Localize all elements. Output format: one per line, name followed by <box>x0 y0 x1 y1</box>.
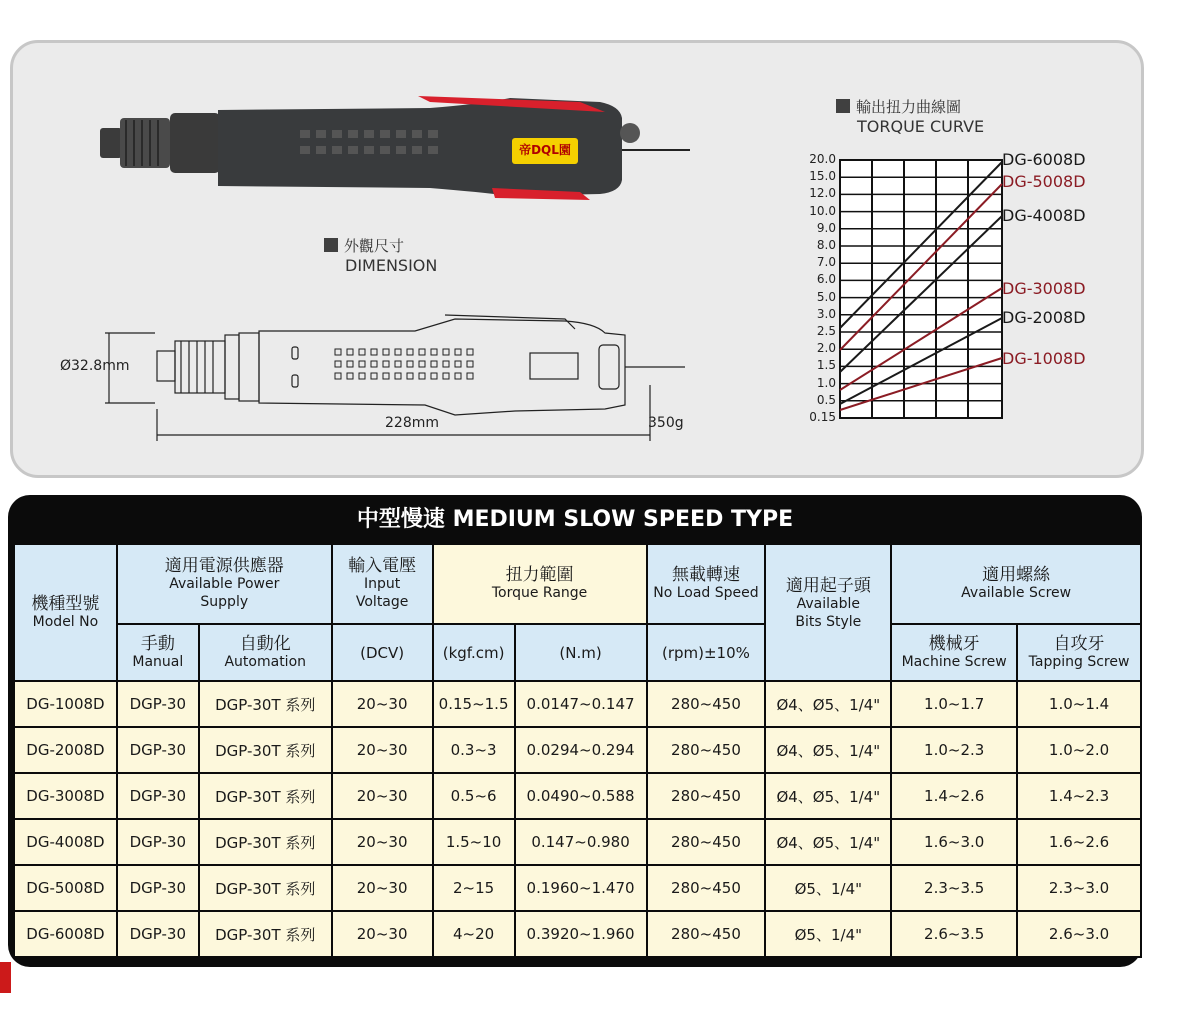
header-machine-screw: 機械牙 Machine Screw <box>891 624 1017 681</box>
cell-machine: 2.3~3.5 <box>891 865 1017 911</box>
table-row <box>14 911 1141 957</box>
diameter-label: Ø32.8mm <box>60 358 130 374</box>
header-automation: 自動化 Automation <box>199 624 332 681</box>
torque-curve-title-zh: 輸出扭力曲線圖 <box>856 98 962 116</box>
y-tick-label: 15.0 <box>809 169 836 184</box>
cell-kgf: 0.15~1.5 <box>433 681 515 727</box>
cell-voltage: 20~30 <box>332 681 433 727</box>
cell-nm: 0.3920~1.960 <box>515 911 647 957</box>
cell-tapping: 1.6~2.6 <box>1017 819 1141 865</box>
y-tick-label: 2.0 <box>816 341 836 356</box>
cell-machine: 2.6~3.5 <box>891 911 1017 957</box>
header-screw: 適用螺絲 Available Screw <box>891 544 1141 624</box>
cell-kgf: 0.5~6 <box>433 773 515 819</box>
cell-manual: DGP-30 <box>117 773 199 819</box>
cell-manual: DGP-30 <box>117 727 199 773</box>
y-tick-label: 8.0 <box>816 238 836 252</box>
cell-rpm: 280~450 <box>647 727 766 773</box>
y-tick-label: 0.15 <box>809 410 836 424</box>
header-rpm-unit: (rpm)±10% <box>647 624 766 681</box>
y-tick-label: 1.5 <box>816 358 836 373</box>
cell-tapping: 1.0~1.4 <box>1017 681 1141 727</box>
dimension-title-en: DIMENSION <box>345 256 438 275</box>
torque-curve-title-en: TORQUE CURVE <box>857 117 985 136</box>
cell-auto: DGP-30T 系列 <box>199 773 332 819</box>
cell-model: DG-2008D <box>14 727 117 773</box>
y-tick-label: 9.0 <box>816 220 836 235</box>
square-bullet-icon <box>324 238 338 252</box>
cell-voltage: 20~30 <box>332 773 433 819</box>
cell-auto: DGP-30T 系列 <box>199 681 332 727</box>
y-tick-label: 10.0 <box>809 203 836 218</box>
cell-kgf: 4~20 <box>433 911 515 957</box>
table-row <box>14 773 1141 819</box>
header-manual: 手動 Manual <box>117 624 199 681</box>
cell-bits: Ø5、1/4" <box>765 911 891 957</box>
cell-tapping: 2.3~3.0 <box>1017 865 1141 911</box>
cell-nm: 0.0147~0.147 <box>515 681 647 727</box>
cell-machine: 1.0~1.7 <box>891 681 1017 727</box>
cell-bits: Ø4、Ø5、1/4" <box>765 819 891 865</box>
cell-voltage: 20~30 <box>332 911 433 957</box>
cell-machine: 1.6~3.0 <box>891 819 1017 865</box>
table-row <box>14 727 1141 773</box>
y-tick-label: 1.0 <box>816 375 836 390</box>
cell-auto: DGP-30T 系列 <box>199 727 332 773</box>
cell-voltage: 20~30 <box>332 727 433 773</box>
torque-curve-chart <box>838 158 1008 423</box>
cell-nm: 0.0294~0.294 <box>515 727 647 773</box>
header-power: 適用電源供應器 Available Power Supply <box>117 544 332 624</box>
cell-kgf: 2~15 <box>433 865 515 911</box>
screwdriver-photo <box>100 88 700 208</box>
cell-voltage: 20~30 <box>332 865 433 911</box>
cell-bits: Ø4、Ø5、1/4" <box>765 681 891 727</box>
cell-auto: DGP-30T 系列 <box>199 911 332 957</box>
cell-manual: DGP-30 <box>117 681 199 727</box>
header-kgf-unit: (kgf.cm) <box>433 624 515 681</box>
header-torque: 扭力範圍 Torque Range <box>433 544 647 624</box>
dimension-heading <box>324 237 437 275</box>
cell-bits: Ø5、1/4" <box>765 865 891 911</box>
spec-table-panel <box>8 495 1142 967</box>
logo-label: 帝DQL園 <box>519 143 571 157</box>
header-model: 機種型號 Model No <box>14 544 117 681</box>
cell-model: DG-6008D <box>14 911 117 957</box>
dimension-title-zh: 外觀尺寸 <box>344 237 405 255</box>
y-tick-label: 0.5 <box>816 392 836 407</box>
table-row <box>14 819 1141 865</box>
y-tick-label: 6.0 <box>816 272 836 287</box>
length-label: 228mm <box>385 415 439 431</box>
cell-rpm: 280~450 <box>647 865 766 911</box>
spec-table <box>13 543 1142 958</box>
square-bullet-icon <box>836 99 850 113</box>
cell-bits: Ø4、Ø5、1/4" <box>765 773 891 819</box>
cell-tapping: 1.4~2.3 <box>1017 773 1141 819</box>
cell-machine: 1.4~2.6 <box>891 773 1017 819</box>
curve-label: DG-3008D <box>1002 279 1086 298</box>
cell-rpm: 280~450 <box>647 773 766 819</box>
cell-tapping: 1.0~2.0 <box>1017 727 1141 773</box>
curve-label: DG-2008D <box>1002 308 1086 327</box>
y-tick-label: 7.0 <box>816 255 836 270</box>
table-row <box>14 865 1141 911</box>
cell-rpm: 280~450 <box>647 819 766 865</box>
cell-rpm: 280~450 <box>647 911 766 957</box>
cell-voltage: 20~30 <box>332 819 433 865</box>
header-nm-unit: (N.m) <box>515 624 647 681</box>
weight-label: 350g <box>648 415 684 431</box>
cell-model: DG-3008D <box>14 773 117 819</box>
cell-nm: 0.0490~0.588 <box>515 773 647 819</box>
cell-machine: 1.0~2.3 <box>891 727 1017 773</box>
cell-rpm: 280~450 <box>647 681 766 727</box>
y-tick-label: 12.0 <box>809 186 836 201</box>
y-tick-label: 2.5 <box>816 324 836 338</box>
corner-mark <box>0 962 11 993</box>
y-tick-label: 5.0 <box>816 289 836 304</box>
cell-model: DG-1008D <box>14 681 117 727</box>
y-tick-label: 20.0 <box>809 152 836 166</box>
cell-manual: DGP-30 <box>117 819 199 865</box>
cell-kgf: 1.5~10 <box>433 819 515 865</box>
cell-model: DG-5008D <box>14 865 117 911</box>
table-row <box>14 681 1141 727</box>
curve-label: DG-4008D <box>1002 206 1086 225</box>
cell-manual: DGP-30 <box>117 911 199 957</box>
header-voltage-unit: (DCV) <box>332 624 433 681</box>
header-speed: 無載轉速 No Load Speed <box>647 544 766 624</box>
cell-nm: 0.1960~1.470 <box>515 865 647 911</box>
curve-label: DG-1008D <box>1002 349 1086 368</box>
cell-nm: 0.147~0.980 <box>515 819 647 865</box>
torque-curve-heading <box>836 98 984 136</box>
cell-auto: DGP-30T 系列 <box>199 819 332 865</box>
cell-manual: DGP-30 <box>117 865 199 911</box>
curve-label: DG-6008D <box>1002 150 1086 169</box>
cell-bits: Ø4、Ø5、1/4" <box>765 727 891 773</box>
cell-tapping: 2.6~3.0 <box>1017 911 1141 957</box>
curve-label: DG-5008D <box>1002 172 1086 191</box>
cell-auto: DGP-30T 系列 <box>199 865 332 911</box>
header-voltage: 輸入電壓 Input Voltage <box>332 544 433 624</box>
y-tick-label: 3.0 <box>816 306 836 321</box>
table-title: 中型慢速 MEDIUM SLOW SPEED TYPE <box>356 507 794 532</box>
cell-kgf: 0.3~3 <box>433 727 515 773</box>
cell-model: DG-4008D <box>14 819 117 865</box>
header-bits: 適用起子頭 Available Bits Style <box>765 544 891 681</box>
header-tapping-screw: 自攻牙 Tapping Screw <box>1017 624 1141 681</box>
